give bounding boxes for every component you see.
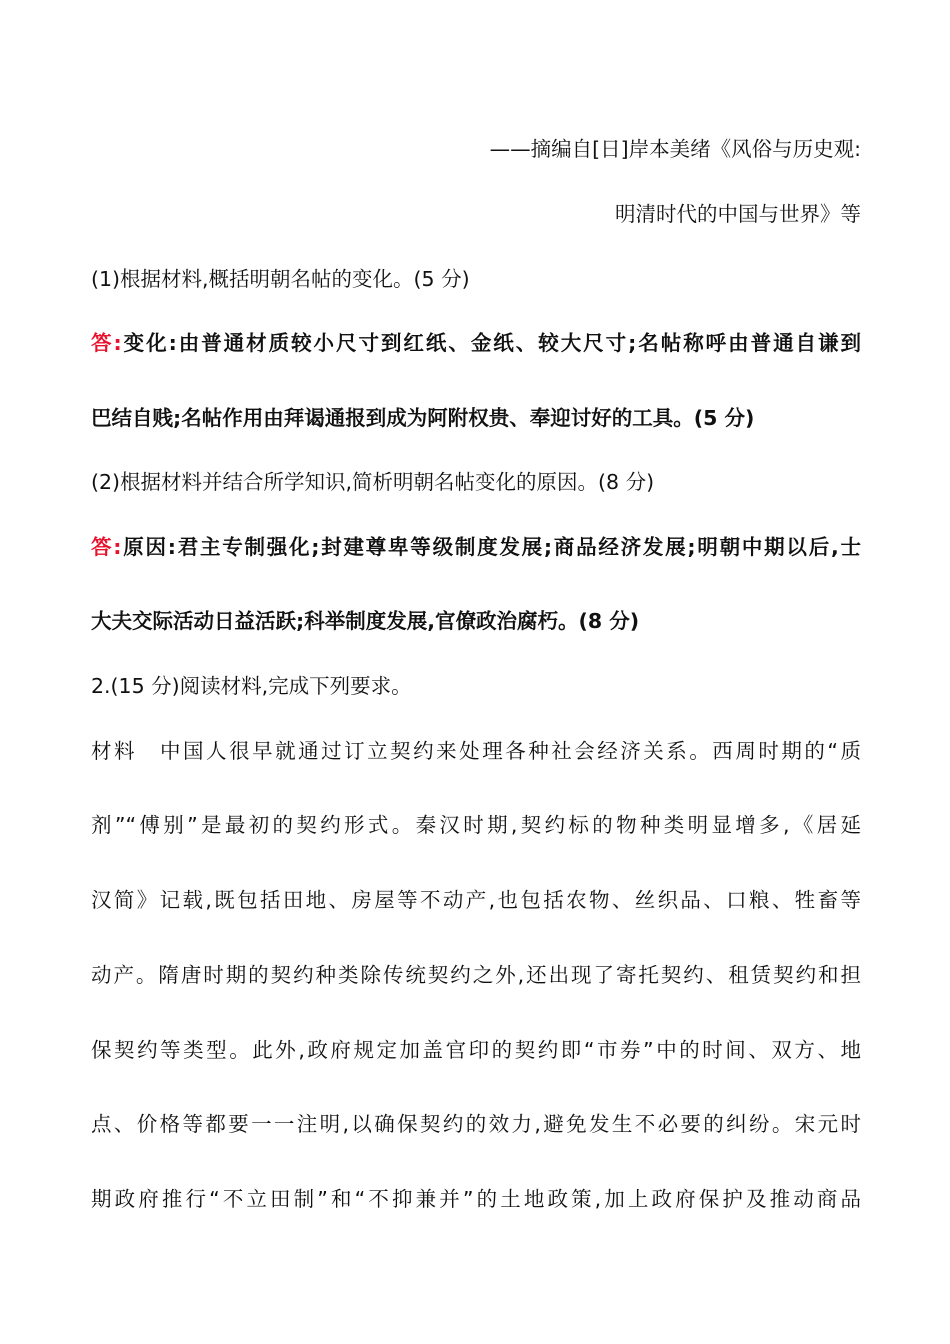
source-citation-line-2: 明清时代的中国与世界》等 — [615, 202, 861, 226]
material-line: 点、价格等都要一一注明,以确保契约的效力,避免发生不必要的纠纷。宋元时 — [91, 1112, 861, 1136]
answer-label: 答: — [91, 331, 122, 355]
answer-1-line-1 — [91, 328, 861, 358]
answer-label: 答: — [91, 535, 122, 559]
material-line: 动产。隋唐时期的契约种类除传统契约之外,还出现了寄托契约、租赁契约和担 — [91, 963, 861, 987]
problem-2-title: 2.(15 分)阅读材料,完成下列要求。 — [91, 674, 412, 698]
material-line: 剂”“傅别”是最初的契约形式。秦汉时期,契约标的物种类明显增多,《居延 — [91, 813, 861, 837]
answer-2-line-1 — [91, 532, 861, 562]
answer-2-line-2: 大夫交际活动日益活跃;科举制度发展,官僚政治腐朽。(8 分) — [91, 609, 640, 633]
material-line: 材料 中国人很早就通过订立契约来处理各种社会经济关系。西周时期的“质 — [91, 739, 861, 763]
question-2: (2)根据材料并结合所学知识,简析明朝名帖变化的原因。(8 分) — [91, 470, 655, 494]
answer-text: 原因:君主专制强化;封建尊卑等级制度发展;商品经济发展;明朝中期以后,士 — [121, 535, 861, 559]
material-line: 汉简》记载,既包括田地、房屋等不动产,也包括农物、丝织品、口粮、牲畜等 — [91, 888, 861, 912]
answer-text: 变化:由普通材质较小尺寸到红纸、金纸、较大尺寸;名帖称呼由普通自谦到 — [121, 331, 861, 355]
source-citation-line-1: ——摘编自[日]岸本美绪《风俗与历史观: — [489, 137, 861, 161]
question-1: (1)根据材料,概括明朝名帖的变化。(5 分) — [91, 267, 470, 291]
answer-1-line-2: 巴结自贱;名帖作用由拜谒通报到成为阿附权贵、奉迎讨好的工具。(5 分) — [91, 406, 755, 430]
material-line: 期政府推行“不立田制”和“不抑兼并”的土地政策,加上政府保护及推动商品 — [91, 1187, 861, 1211]
material-line: 保契约等类型。此外,政府规定加盖官印的契约即“市券”中的时间、双方、地 — [91, 1038, 861, 1062]
